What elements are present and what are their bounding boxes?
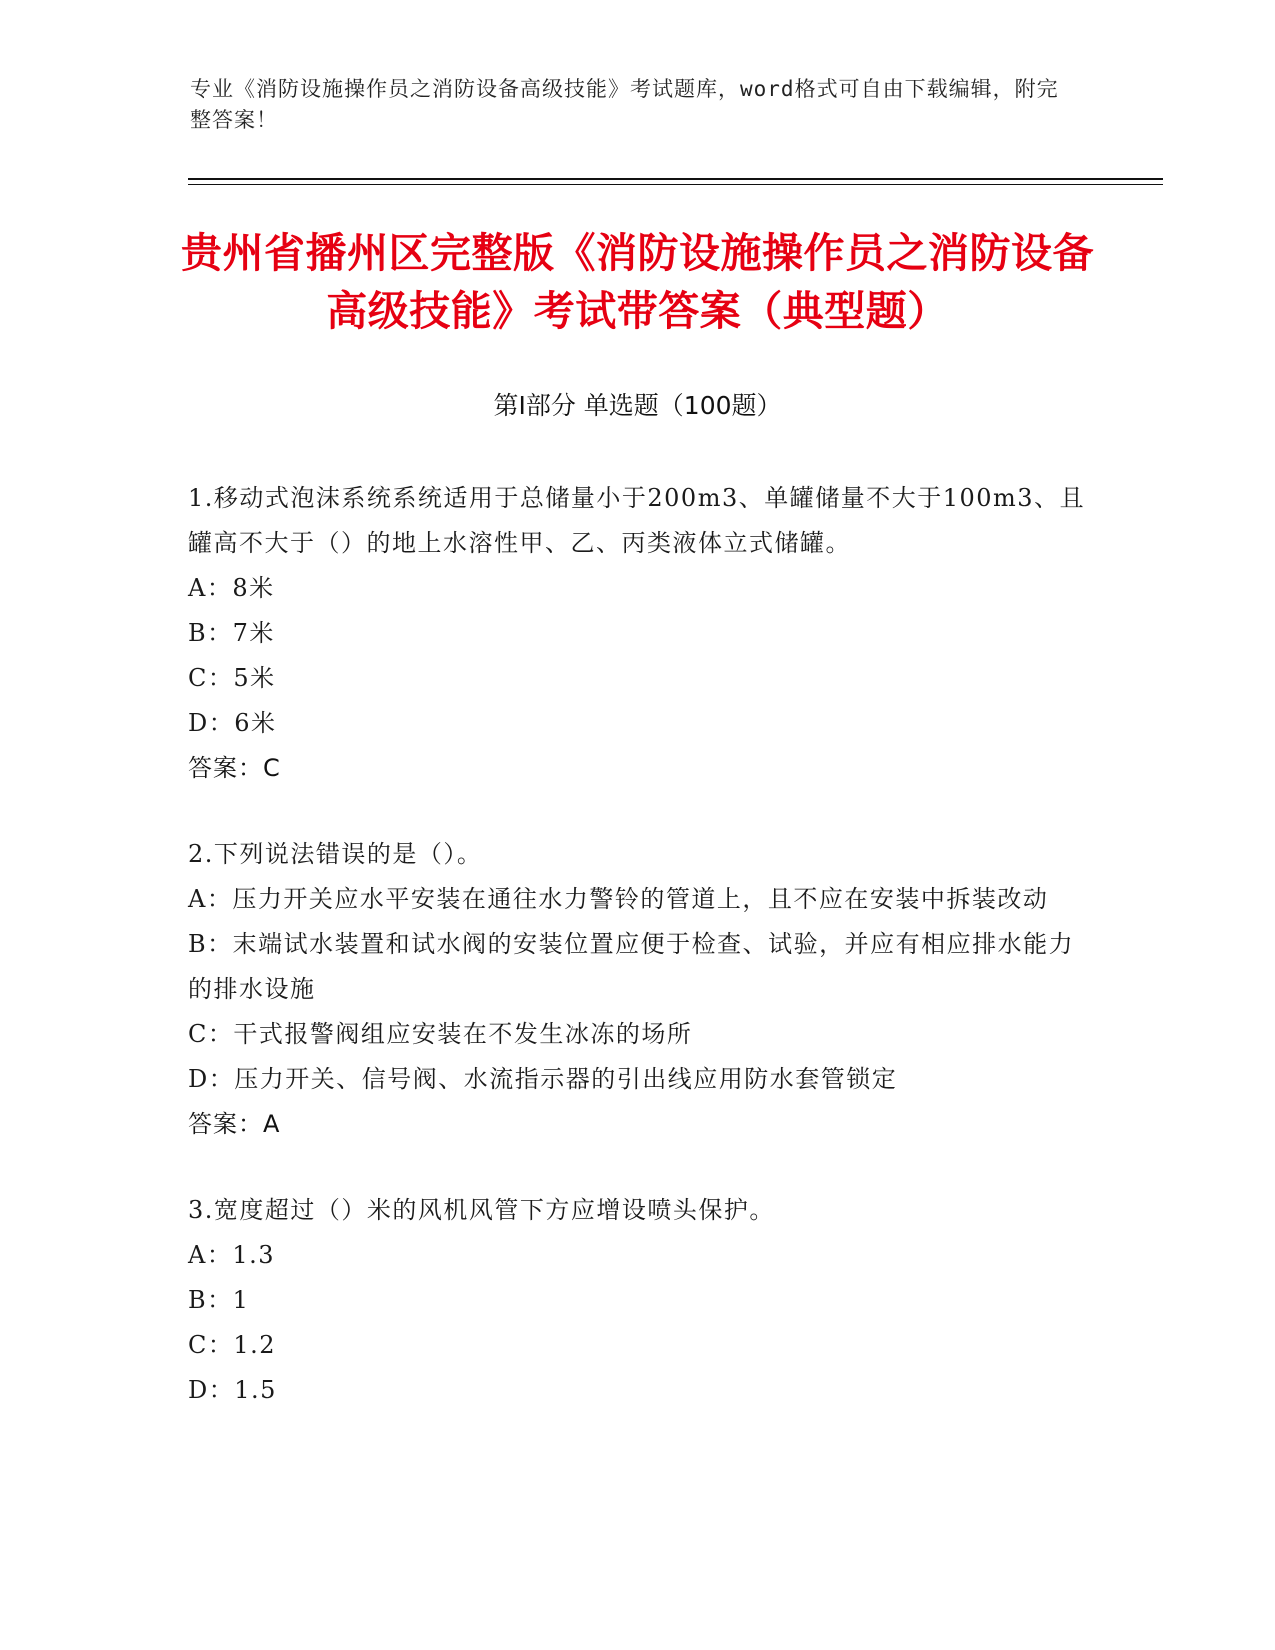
header-divider-thick (188, 178, 1163, 180)
header-divider-thin (188, 184, 1163, 185)
option-b: B：末端试水装置和试水阀的安装位置应便于检查、试验，并应有相应排水能力的排水设施 (188, 930, 1075, 1003)
option-a: A：8米 (188, 574, 275, 602)
answer: 答案：A (188, 1110, 281, 1138)
option-c: C：1.2 (188, 1331, 277, 1359)
option-c: C：5米 (188, 664, 276, 692)
option-a: A：1.3 (188, 1241, 275, 1269)
question-3 (188, 1188, 1088, 1413)
option-b: B：1 (188, 1286, 250, 1314)
answer: 答案：C (188, 754, 281, 782)
document-title: 贵州省播州区完整版《消防设施操作员之消防设备高级技能》考试带答案（典型题） (181, 229, 1094, 335)
option-c: C：干式报警阀组应安装在不发生冰冻的场所 (188, 1020, 693, 1048)
option-a: A：压力开关应水平安装在通往水力警铃的管道上，且不应在安装中拆装改动 (188, 885, 1049, 913)
question-2 (188, 832, 1088, 1147)
option-d: D：6米 (188, 709, 277, 737)
option-d: D：1.5 (188, 1376, 277, 1404)
option-d: D：压力开关、信号阀、水流指示器的引出线应用防水套管锁定 (188, 1065, 898, 1093)
header-note: 专业《消防设施操作员之消防设备高级技能》考试题库，word格式可自由下载编辑，附完整答案！ (190, 77, 1059, 132)
question-stem: 1.移动式泡沫系统系统适用于总储量小于200m3、单罐储量不大于100m3、且罐高不大于（）的地上水溶性甲、乙、丙类液体立式储罐。 (188, 484, 1086, 557)
section-heading: 第Ⅰ部分 单选题（100题） (493, 391, 782, 420)
option-b: B：7米 (188, 619, 275, 647)
question-list (188, 476, 1088, 1454)
question-1 (188, 476, 1088, 791)
question-stem: 3.宽度超过（）米的风机风管下方应增设喷头保护。 (188, 1196, 775, 1224)
question-stem: 2.下列说法错误的是（）。 (188, 840, 483, 868)
